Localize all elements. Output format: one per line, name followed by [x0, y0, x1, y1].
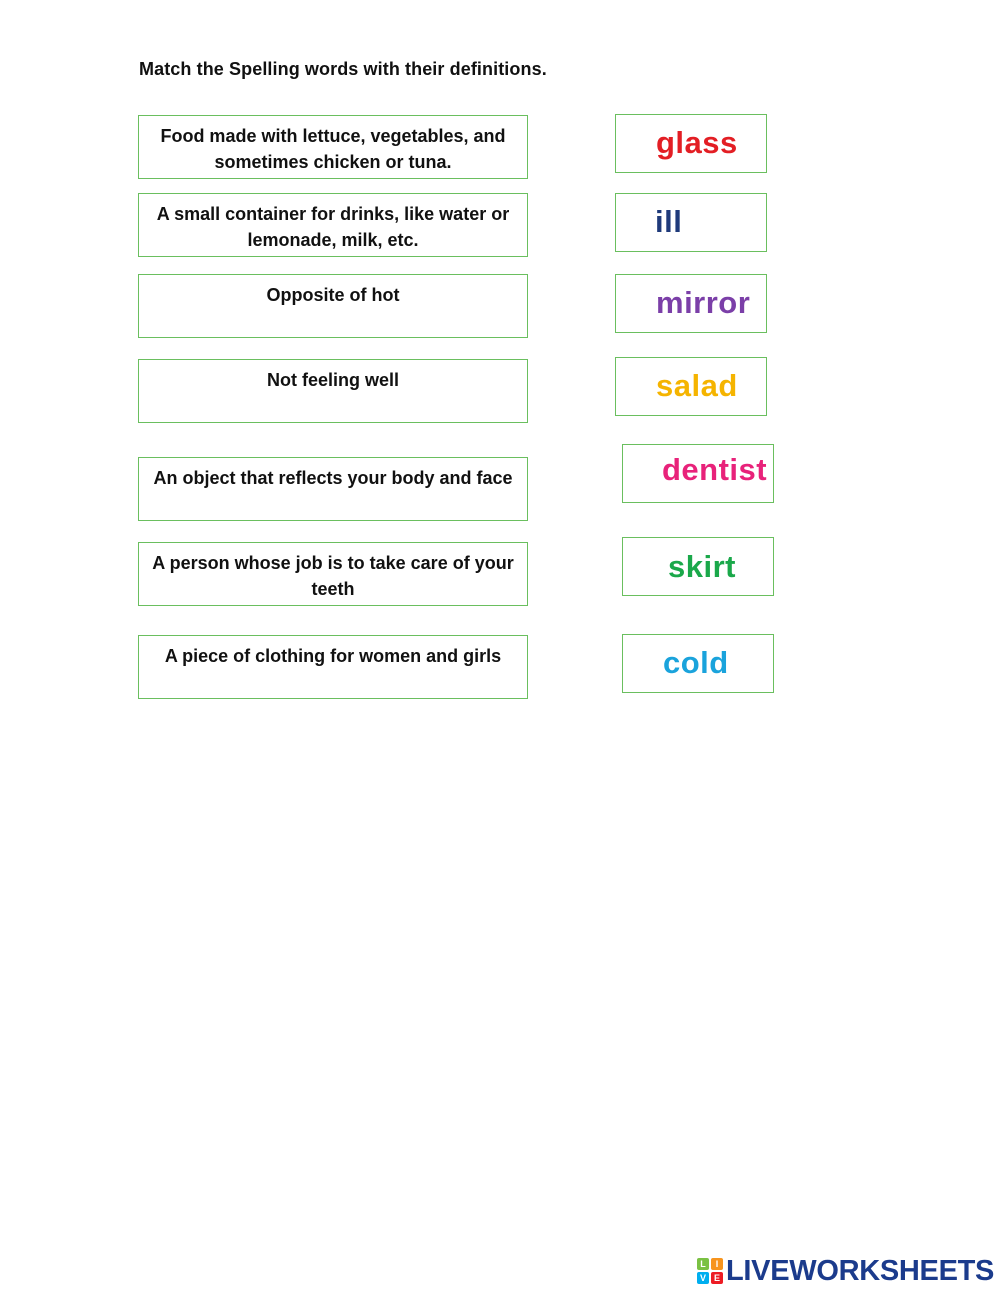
word-skirt: skirt: [668, 549, 736, 584]
word-box-salad[interactable]: [615, 357, 767, 416]
word-box-glass[interactable]: [615, 114, 767, 173]
instruction-text: Match the Spelling words with their definitions.: [139, 59, 547, 79]
definition-box-4[interactable]: Not feeling well: [138, 359, 528, 423]
logo-blocks-icon: [697, 1258, 723, 1284]
word-box-ill[interactable]: [615, 193, 767, 252]
logo-text: LIVEWORKSHEETS: [726, 1254, 995, 1287]
word-dentist: dentist: [662, 452, 768, 487]
word-box-dentist[interactable]: [622, 444, 774, 503]
definition-box-5[interactable]: An object that reflects your body and face: [138, 457, 528, 521]
word-mirror: mirror: [656, 285, 751, 320]
word-glass: glass: [656, 125, 738, 160]
definition-box-3[interactable]: Opposite of hot: [138, 274, 528, 338]
word-box-cold[interactable]: [622, 634, 774, 693]
logo-block-l: L: [697, 1258, 709, 1270]
definition-box-7[interactable]: A piece of clothing for women and girls: [138, 635, 528, 699]
logo-block-v: V: [697, 1272, 709, 1284]
word-box-mirror[interactable]: [615, 274, 767, 333]
liveworksheets-logo: [697, 1256, 994, 1286]
word-cold: cold: [663, 645, 729, 680]
definition-box-6[interactable]: A person whose job is to take care of your teeth: [138, 542, 528, 606]
word-ill: ill: [655, 204, 683, 239]
logo-block-e: E: [711, 1272, 723, 1284]
logo-block-i: I: [711, 1258, 723, 1270]
word-salad: salad: [656, 368, 738, 403]
definition-box-2[interactable]: A small container for drinks, like water or lemonade, milk, etc.: [138, 193, 528, 257]
definition-box-1[interactable]: Food made with lettuce, vegetables, and sometimes chicken or tuna.: [138, 115, 528, 179]
word-box-skirt[interactable]: [622, 537, 774, 596]
